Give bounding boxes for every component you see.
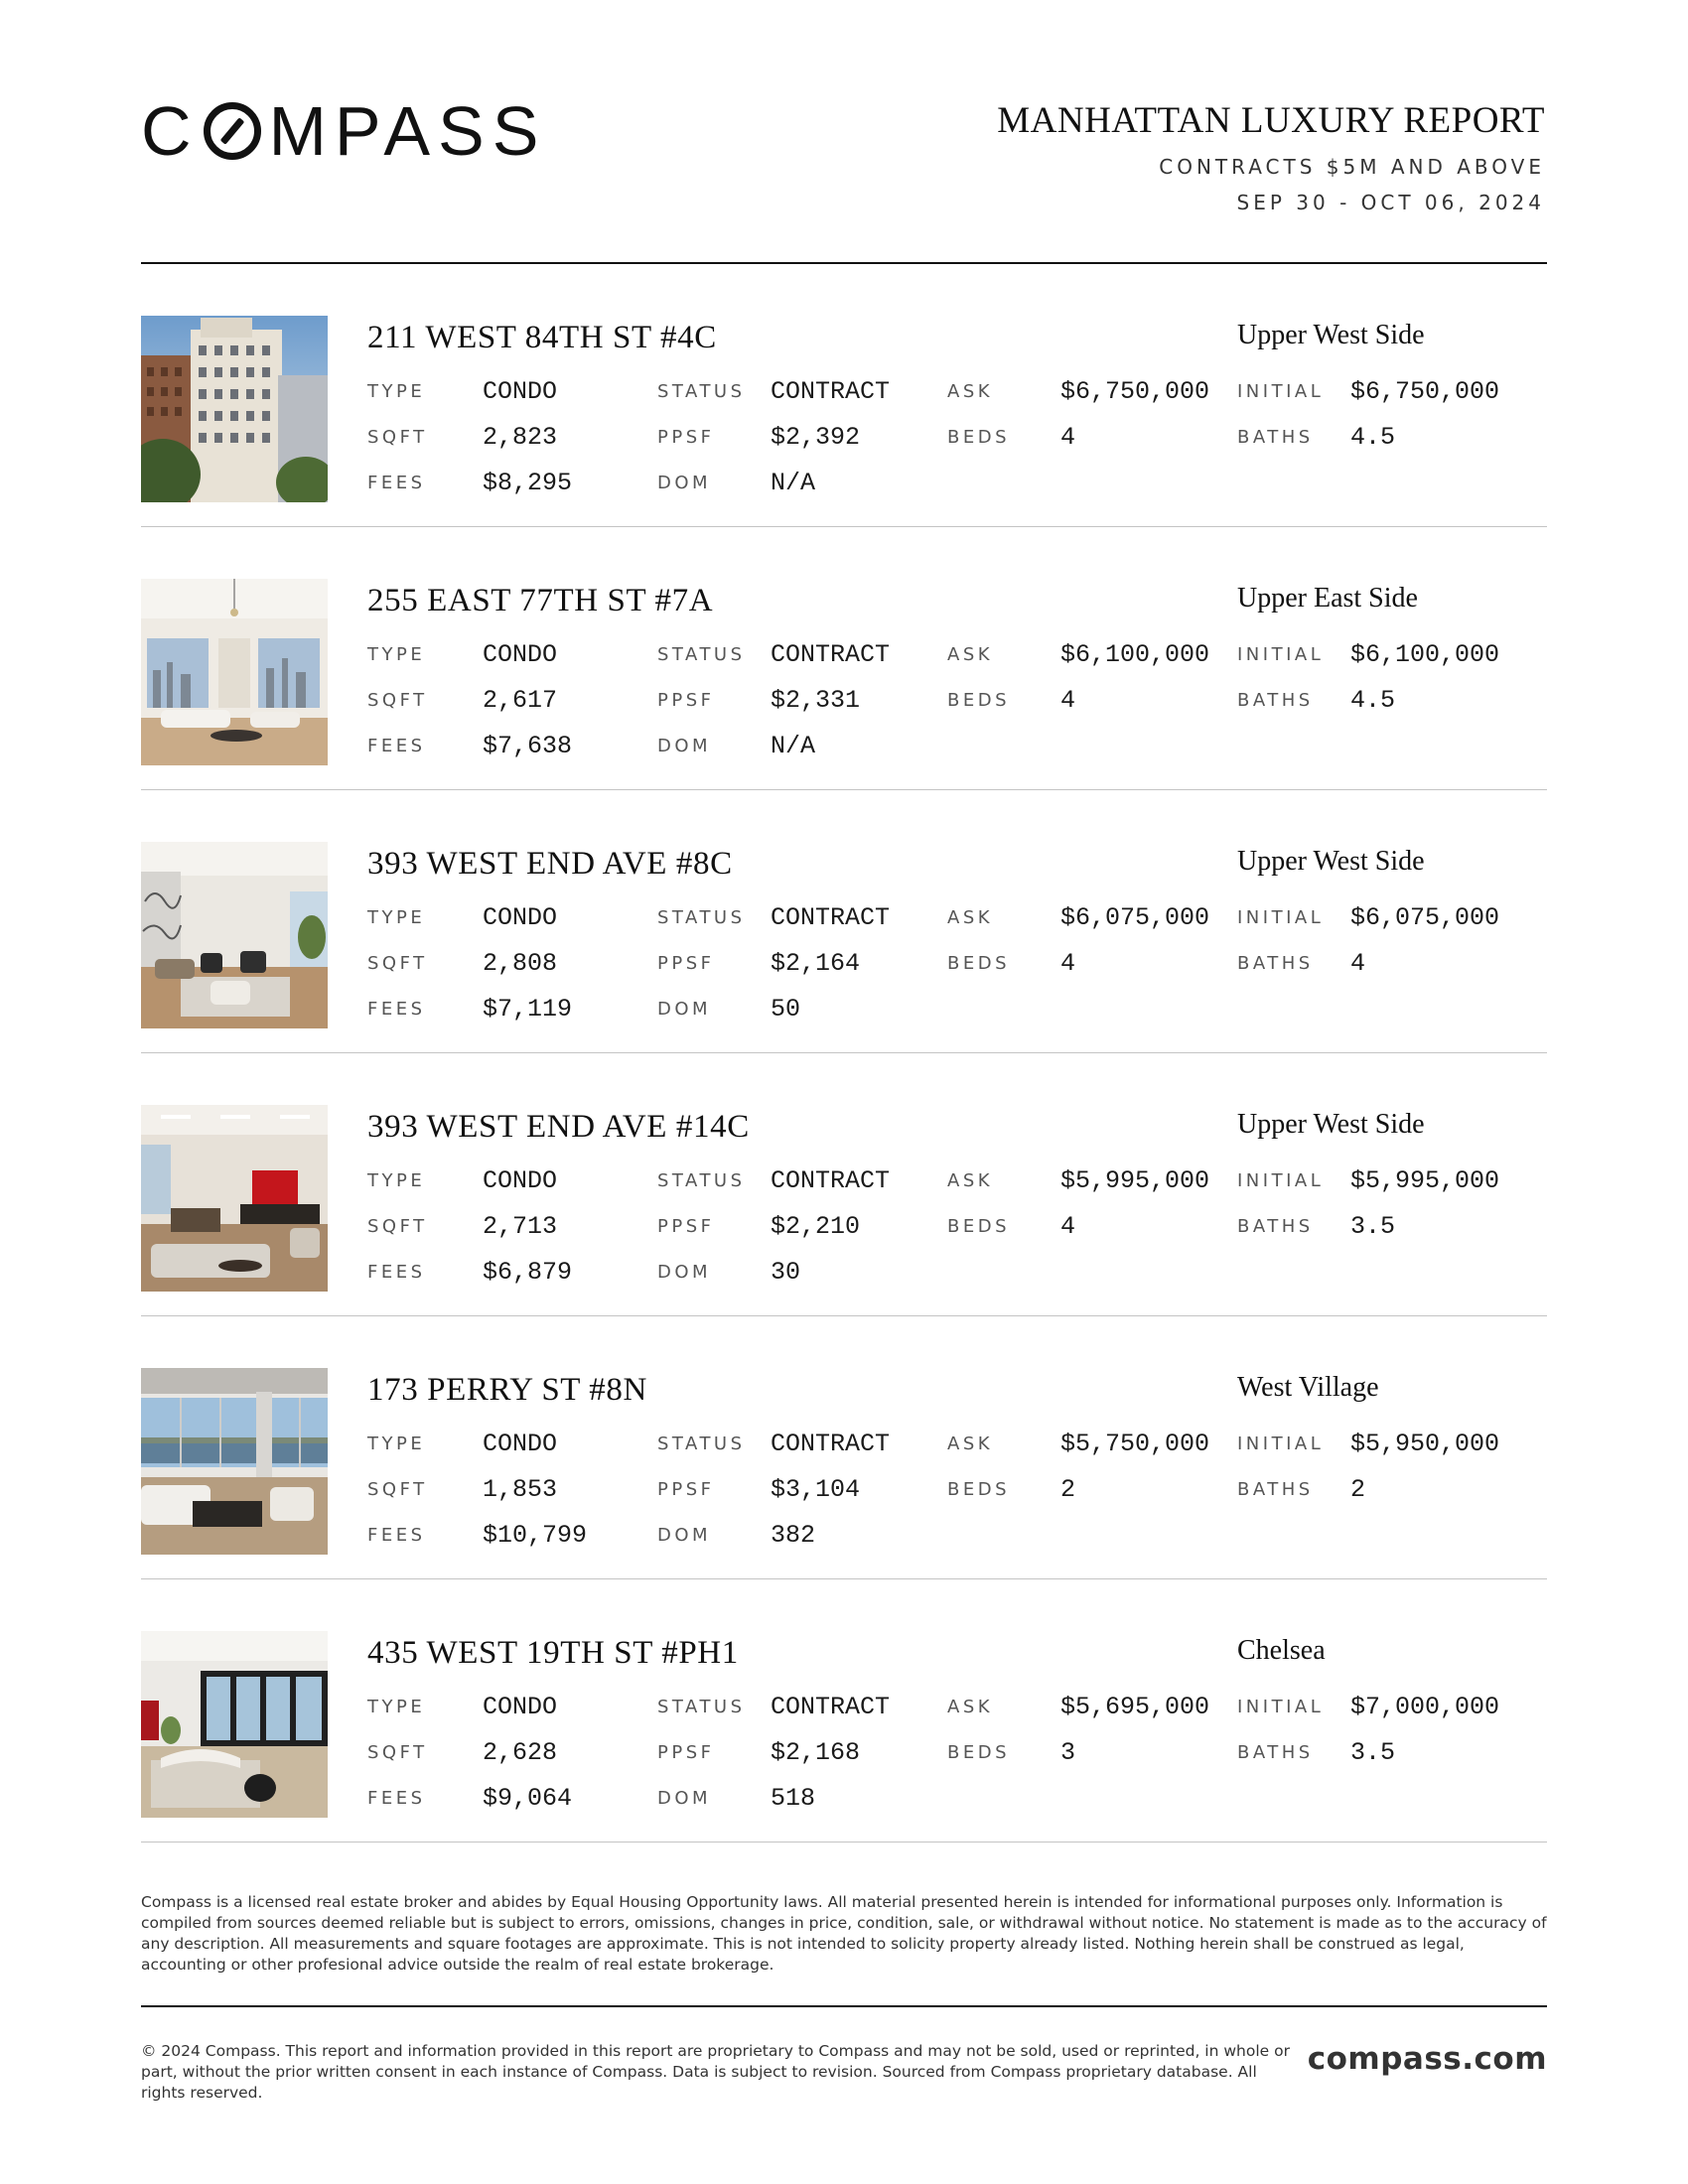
fees-value: $6,879 [483, 1258, 573, 1287]
ppsf-label: PPSF [657, 1216, 715, 1237]
fees-label: FEES [367, 473, 426, 493]
status-label: STATUS [657, 907, 746, 928]
initial-label: INITIAL [1237, 1697, 1325, 1717]
type-value: CONDO [483, 1430, 558, 1458]
listing-divider [141, 1842, 1547, 1843]
initial-value: $6,075,000 [1350, 903, 1500, 932]
listing-photo [141, 1368, 328, 1555]
fees-value: $7,638 [483, 732, 573, 760]
beds-label: BEDS [947, 427, 1011, 448]
type-value: CONDO [483, 1693, 558, 1721]
type-label: TYPE [367, 644, 426, 665]
sqft-value: 2,808 [483, 949, 558, 978]
ask-value: $5,750,000 [1060, 1430, 1210, 1458]
initial-label: INITIAL [1237, 644, 1325, 665]
baths-value: 4.5 [1350, 686, 1396, 715]
dom-value: N/A [771, 469, 816, 497]
ask-label: ASK [947, 1697, 994, 1717]
beds-value: 2 [1060, 1475, 1076, 1504]
type-label: TYPE [367, 1170, 426, 1191]
ppsf-value: $2,392 [771, 423, 861, 452]
status-value: CONTRACT [771, 377, 891, 406]
status-label: STATUS [657, 1433, 746, 1454]
sqft-value: 2,628 [483, 1738, 558, 1767]
ppsf-value: $3,104 [771, 1475, 861, 1504]
dom-label: DOM [657, 1525, 712, 1546]
sqft-label: SQFT [367, 427, 428, 448]
baths-value: 4 [1350, 949, 1366, 978]
type-label: TYPE [367, 1697, 426, 1717]
baths-value: 2 [1350, 1475, 1366, 1504]
dom-value: 518 [771, 1784, 816, 1813]
website-link[interactable]: compass.com [1307, 2041, 1547, 2077]
status-value: CONTRACT [771, 1166, 891, 1195]
baths-label: BATHS [1237, 690, 1314, 711]
ask-label: ASK [947, 644, 994, 665]
sqft-label: SQFT [367, 1742, 428, 1763]
building-exterior-photo [141, 316, 328, 502]
listing-photo [141, 316, 328, 502]
ppsf-value: $2,168 [771, 1738, 861, 1767]
copyright-notice: © 2024 Compass. This report and information provided in this report are proprietary to Compass and may not be sold, used or reprinted, in whole or part, without the prior written consent in each instance of Compass. Data is subject to revision. Sourced from Compass proprietary database. All rights reserved. [141, 2042, 1290, 2102]
baths-value: 3.5 [1350, 1212, 1396, 1241]
listing-card [141, 1579, 1547, 1843]
listing-address: 211 WEST 84TH ST #4C [367, 320, 717, 355]
report-subtitle: CONTRACTS $5M AND ABOVE [1159, 155, 1545, 179]
dom-label: DOM [657, 999, 712, 1020]
report-title: MANHATTAN LUXURY REPORT [997, 100, 1545, 141]
baths-value: 4.5 [1350, 423, 1396, 452]
status-label: STATUS [657, 1170, 746, 1191]
baths-label: BATHS [1237, 1479, 1314, 1500]
report-date-range: SEP 30 - OCT 06, 2024 [1236, 191, 1545, 214]
status-label: STATUS [657, 644, 746, 665]
initial-label: INITIAL [1237, 907, 1325, 928]
beds-value: 4 [1060, 1212, 1076, 1241]
fees-label: FEES [367, 999, 426, 1020]
listing-photo [141, 1105, 328, 1292]
beds-value: 3 [1060, 1738, 1076, 1767]
initial-value: $7,000,000 [1350, 1693, 1500, 1721]
listing-card [141, 264, 1547, 527]
sqft-value: 1,853 [483, 1475, 558, 1504]
initial-value: $5,950,000 [1350, 1430, 1500, 1458]
ppsf-value: $2,210 [771, 1212, 861, 1241]
listing-neighborhood: Chelsea [1237, 1635, 1326, 1666]
beds-label: BEDS [947, 690, 1011, 711]
ask-value: $5,695,000 [1060, 1693, 1210, 1721]
baths-label: BATHS [1237, 1216, 1314, 1237]
status-value: CONTRACT [771, 640, 891, 669]
logo-letter-c: C [141, 92, 200, 170]
ask-value: $6,750,000 [1060, 377, 1210, 406]
beds-label: BEDS [947, 953, 1011, 974]
sqft-label: SQFT [367, 1216, 428, 1237]
dom-value: 50 [771, 995, 801, 1024]
compass-logo [141, 92, 547, 170]
beds-label: BEDS [947, 1216, 1011, 1237]
fees-label: FEES [367, 736, 426, 756]
listing-card [141, 527, 1547, 790]
beds-value: 4 [1060, 423, 1076, 452]
listing-neighborhood: Upper West Side [1237, 320, 1425, 350]
listing-address: 435 WEST 19TH ST #PH1 [367, 1635, 739, 1671]
status-value: CONTRACT [771, 1693, 891, 1721]
type-label: TYPE [367, 1433, 426, 1454]
dom-label: DOM [657, 1262, 712, 1283]
status-value: CONTRACT [771, 903, 891, 932]
baths-label: BATHS [1237, 953, 1314, 974]
fees-label: FEES [367, 1262, 426, 1283]
ask-label: ASK [947, 1170, 994, 1191]
dom-label: DOM [657, 736, 712, 756]
dom-label: DOM [657, 1788, 712, 1809]
type-label: TYPE [367, 907, 426, 928]
baths-label: BATHS [1237, 427, 1314, 448]
initial-label: INITIAL [1237, 381, 1325, 402]
listing-photo [141, 579, 328, 765]
status-value: CONTRACT [771, 1430, 891, 1458]
initial-value: $6,100,000 [1350, 640, 1500, 669]
baths-value: 3.5 [1350, 1738, 1396, 1767]
ppsf-label: PPSF [657, 953, 715, 974]
listing-card [141, 1053, 1547, 1316]
listing-card [141, 790, 1547, 1053]
ask-label: ASK [947, 907, 994, 928]
beds-value: 4 [1060, 949, 1076, 978]
ppsf-value: $2,164 [771, 949, 861, 978]
listing-address: 393 WEST END AVE #14C [367, 1109, 750, 1145]
living-room-photo [141, 1105, 328, 1292]
type-value: CONDO [483, 903, 558, 932]
dom-value: N/A [771, 732, 816, 760]
ask-label: ASK [947, 381, 994, 402]
ask-label: ASK [947, 1433, 994, 1454]
baths-label: BATHS [1237, 1742, 1314, 1763]
living-room-photo [141, 842, 328, 1028]
status-label: STATUS [657, 381, 746, 402]
fees-value: $7,119 [483, 995, 573, 1024]
fees-value: $9,064 [483, 1784, 573, 1813]
listing-photo [141, 1631, 328, 1818]
listing-card [141, 1316, 1547, 1579]
ppsf-label: PPSF [657, 1742, 715, 1763]
ask-value: $6,100,000 [1060, 640, 1210, 669]
fees-label: FEES [367, 1788, 426, 1809]
initial-value: $6,750,000 [1350, 377, 1500, 406]
sqft-label: SQFT [367, 1479, 428, 1500]
penthouse-living-room-photo [141, 1631, 328, 1818]
fees-value: $8,295 [483, 469, 573, 497]
listing-neighborhood: West Village [1237, 1372, 1379, 1403]
river-view-living-room-photo [141, 1368, 328, 1555]
legal-disclaimer: Compass is a licensed real estate broker and abides by Equal Housing Opportunity laws. All material presented herein is intended for informational purposes only. Information is compiled from sources deemed reliable but is subject to errors, omissions, changes in price, condition, sale, or withdrawal without notice. No statement is made as to the accuracy of any description. All measurements and square footages are approximate. This is not intended to solicity property already listed. Nothing herein shall be construed as legal, accounting or other profesional advice outside the realm of real estate brokerage. [141, 1893, 1547, 1974]
initial-label: INITIAL [1237, 1433, 1325, 1454]
fees-value: $10,799 [483, 1521, 588, 1550]
listing-address: 255 EAST 77TH ST #7A [367, 583, 714, 618]
listing-address: 173 PERRY ST #8N [367, 1372, 647, 1408]
fees-label: FEES [367, 1525, 426, 1546]
sqft-value: 2,617 [483, 686, 558, 715]
beds-value: 4 [1060, 686, 1076, 715]
listing-photo [141, 842, 328, 1028]
ppsf-value: $2,331 [771, 686, 861, 715]
footer-divider [141, 2005, 1547, 2007]
listing-neighborhood: Upper West Side [1237, 1109, 1425, 1140]
listing-address: 393 WEST END AVE #8C [367, 846, 733, 882]
beds-label: BEDS [947, 1742, 1011, 1763]
beds-label: BEDS [947, 1479, 1011, 1500]
status-label: STATUS [657, 1697, 746, 1717]
sqft-label: SQFT [367, 953, 428, 974]
listing-neighborhood: Upper East Side [1237, 583, 1418, 614]
dom-value: 30 [771, 1258, 801, 1287]
compass-o-icon [204, 102, 261, 160]
living-room-photo [141, 579, 328, 765]
sqft-value: 2,823 [483, 423, 558, 452]
initial-value: $5,995,000 [1350, 1166, 1500, 1195]
ppsf-label: PPSF [657, 690, 715, 711]
sqft-label: SQFT [367, 690, 428, 711]
dom-value: 382 [771, 1521, 816, 1550]
ask-value: $6,075,000 [1060, 903, 1210, 932]
listing-neighborhood: Upper West Side [1237, 846, 1425, 877]
type-label: TYPE [367, 381, 426, 402]
logo-letters-mpass: MPASS [268, 92, 547, 170]
sqft-value: 2,713 [483, 1212, 558, 1241]
type-value: CONDO [483, 1166, 558, 1195]
dom-label: DOM [657, 473, 712, 493]
initial-label: INITIAL [1237, 1170, 1325, 1191]
ppsf-label: PPSF [657, 427, 715, 448]
type-value: CONDO [483, 640, 558, 669]
ppsf-label: PPSF [657, 1479, 715, 1500]
type-value: CONDO [483, 377, 558, 406]
ask-value: $5,995,000 [1060, 1166, 1210, 1195]
